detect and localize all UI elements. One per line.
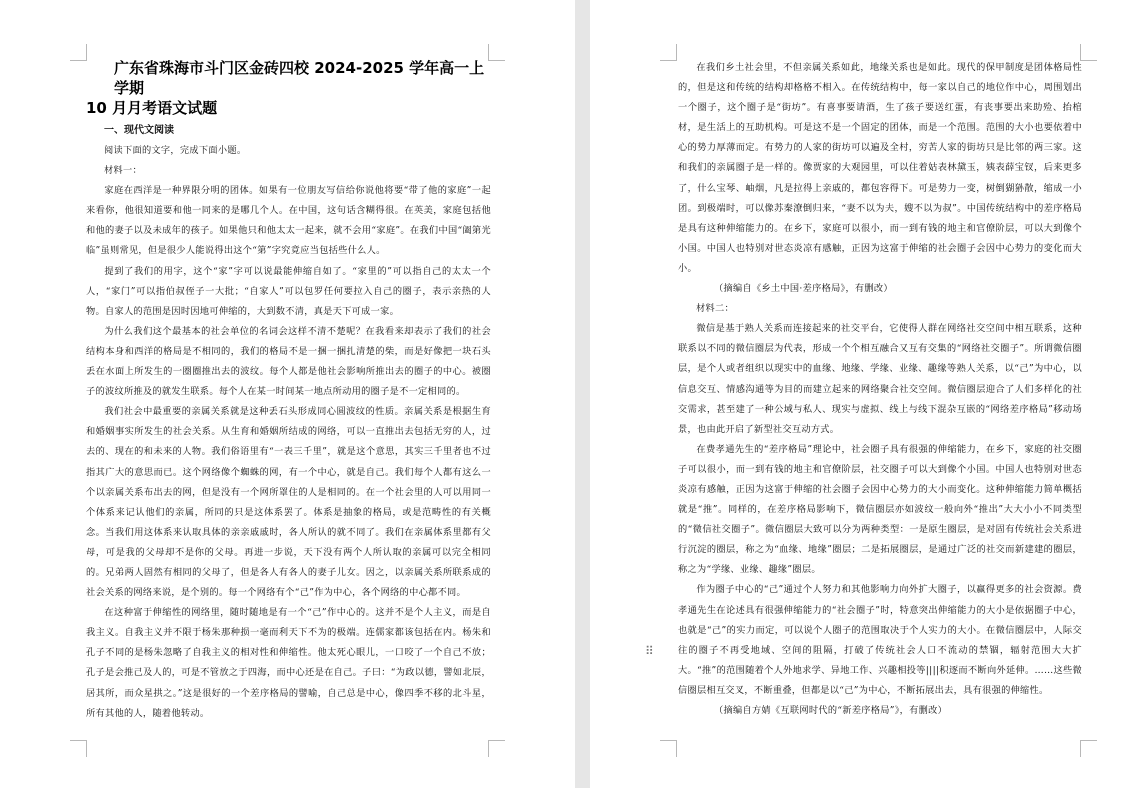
margin-mark-top-right (1080, 44, 1097, 61)
paragraph: 作为圈子中心的“己”通过个人努力和其他影响力向外扩大圈子，以赢得更多的社会资源。费孝通先生在论述具有很强伸缩能力的“社会圈子”时，特意突出伸缩能力的大小是依据圈子中心，也就是“己”的实力而定，可以说个人圈子的范围取决于个人实力的大小。在微信圈层中，人际交往的圈子不再受地域、空间的阻隔，打破了传统社会人口不流动的禁锢，辐射范围大大扩大。“推”的范围随着个人外地求学、异地工作、兴趣相投等||||积逐而不断向外延伸。……这些微信圈层相互交叉，不断重叠，但都是以“己”为中心，不断拓展出去，具有很强的伸缩性。 (678, 584, 1082, 696)
margin-mark-top-left (70, 44, 87, 61)
page-gutter (575, 0, 590, 788)
material1-label: 材料一： (104, 165, 142, 177)
margin-mark-bottom-left (660, 740, 677, 757)
paragraph: 为什么我们这个最基本的社会单位的名词会这样不清不楚呢？在我看来却表示了我们的社会结构本身和西洋的格局是不相同的，我们的格局不是一捆一捆扎清楚的柴，而是好像把一块石头丢在水面上所发生的一圈圈推出去的波纹。每个人都是他社会影响所推出去的圈子的中心。被圈子的波纹所推及的就发生联系。每个人在某一时间某一地点所动用的圈子是不一定相同的。 (86, 325, 491, 398)
document-title (86, 58, 491, 118)
paragraph: 我们社会中最重要的亲属关系就是这种丢石头形成同心圆波纹的性质。亲属关系是根据生育和婚姻事实所发生的社会关系。从生育和婚姻所结成的网络，可以一直推出去包括无穷的人，过去的、现在的和未来的人物。我们俗语里有“一表三千里”，就是这个意思，其实三千里者也不过指其广大的意思而已。这个网络像个蜘蛛的网，有一个中心，就是自己。我们每个人都有这么一个以亲属关系布出去的网，但是没有一个网所罩住的人是相同的。在一个社会里的人可以用同一个体系来记认他们的亲属，所同的只是这体系罢了。体系是抽象的格局，或是范畴性的有关概念。当我们用这体系来认取具体的亲亲戚戚时，各人所认的就不同了。我们在亲属体系里都有父母，可是我的父母却不是你的父母。再进一步说，天下没有两个人所认取的亲属可以完全相同的。兄弟两人固然有相同的父母了，但是各人有各人的妻子儿女。因之，以亲属关系所联系成的社会关系的网络来说，是个别的。每一个网络有个“己”作为中心，各个网络的中心都不同。 (86, 406, 491, 599)
source-citation-2: （摘编自方婧《互联网时代的“新差序格局”》，有删改） (714, 705, 948, 716)
margin-mark-top-left (660, 44, 677, 61)
page-1-body[interactable] (86, 58, 491, 724)
paragraph: 在我们乡土社会里，不但亲属关系如此，地缘关系也是如此。现代的保甲制度是团体格局性的，但是这和传统的结构却格格不相入。在传统结构中，每一家以自己的地位作中心，周围划出一个圈子，这个圈子是“街坊”。有喜事要请酒，生了孩子要送红蛋，有丧事要出来助殓、抬棺材，是生活上的互助机构。可是这不是一个固定的团体，而是一个范围。范围的大小也要依着中心的势力厚薄而定。有势力的人家的街坊可以遍及全村，穷苦人家的街坊只是比邻的两三家。这和我们的亲属圈子是一样的。像贾家的大观园里，可以住着姑表林黛玉，姨表薛宝钗，后来更多了，什么宝琴、岫烟，凡是拉得上亲戚的，都包容得下。可是势力一变，树倒猢狲散，缩成一小团。到极端时，可以像苏秦潦倒归来，“妻不以为夫，嫂不以为叔”。中国传统结构中的差序格局是具有这种伸缩能力的。在乡下，家庭可以很小，而一到有钱的地主和官僚阶层，可以大到像个小国。中国人也特别对世态炎凉有感触，正因为这富于伸缩的社会圈子会因中心势力的变化而大小。 (678, 62, 1082, 274)
paragraph: 家庭在西洋是一种界限分明的团体。如果有一位朋友写信给你说他将要“带了他的家庭”一起来看你，他很知道要和他一同来的是哪几个人。在中国，这句话含糊得很。在英美，家庭包括他和他的妻子以及未成年的孩子。如果他只和他太太一起来，就不会用“家庭”。在我们中国“阖第光临”虽则常见，但是很少人能说得出这个“第”字究竟应当包括些什么人。 (86, 185, 491, 257)
instruction-text: 阅读下面的文字，完成下面小题。 (104, 145, 247, 156)
page-2-body[interactable] (678, 58, 1082, 721)
document-title-line1: 广东省珠海市斗门区金砖四校 2024-2025 学年高一上学期 (114, 59, 485, 97)
section-heading: 一、现代文阅读 (104, 125, 174, 136)
document-page-2[interactable] (590, 0, 1134, 788)
paragraph: 在费孝通先生的“差序格局”理论中，社会圈子具有很强的伸缩能力，在乡下，家庭的社交圈子可以很小，而一到有钱的地主和官僚阶层，社交圈子可以大到像个小国。中国人也特别对世态炎凉有感触，正因为这富于伸缩的社会圈子会因中心势力的大小而变化。这种伸缩能力简单概括就是“推”。同样的，在差序格局影响下，微信圈层亦如波纹一般向外“推出”大大小小不同类型的“微信社交圈子”。微信圈层大致可以分为两种类型：一是原生圈层，是对固有传统社会关系进行沉淀的圈层，称之为“血缘、地缘”圈层；二是拓展圈层，是通过广泛的社交而新建建的圈层，称之为“学缘、业缘、趣缘”圈层。 (678, 443, 1082, 576)
document-title-line2: 10 月月考语文试题 (86, 99, 218, 117)
paragraph-drag-handle-icon[interactable]: ⠿ (645, 644, 654, 658)
paragraph: 提到了我们的用字，这个“家”字可以说最能伸缩自如了。“家里的”可以指自己的太太一个人，“家门”可以指伯叔侄子一大批；“自家人”可以包罗任何要拉入自己的圈子，表示亲热的人物。自家人的范围是因时因地可伸缩的，大到数不清，真是天下可成一家。 (86, 265, 491, 317)
margin-mark-bottom-left (70, 740, 87, 757)
paragraph: 在这种富于伸缩性的网络里，随时随地是有一个“己”作中心的。这并不是个人主义，而是自我主义。自我主义并不限于杨朱那种损一毫而利天下不为的极端。连儒家都该包括在内。杨朱和孔子不同的是杨朱忽略了自我主义的相对性和伸缩性。他太死心眼儿，一口咬了一个自己不放；孔子是会推己及人的，可是不管放之于四海，而中心还是在自己。子曰：“为政以德，譬如北辰，居其所，而众星拱之。”这是很好的一个差序格局的譬喻，自己总是中心，像四季不移的北斗星，所有其他的人，随着他转动。 (86, 607, 491, 719)
material2-label: 材料二： (696, 303, 734, 315)
source-citation-1: （摘编自《乡土中国·差序格局》，有删改） (714, 283, 893, 295)
margin-mark-bottom-right (488, 740, 505, 757)
paragraph: 微信是基于熟人关系而连接起来的社交平台，它使得人群在网络社交空间中相互联系，这种联系以不同的微信圈层为代表，形成一个个相互融合又互有交集的“网络社交圈子”。所谓微信圈层，是个人或者组织以现实中的血缘、地缘、学缘、业缘、趣缘等熟人关系，以“己”为中心，以信息交互、情感沟通等为目的而建立起来的网络聚合社交空间。微信圈层迎合了人们多样化的社交需求，甚至建了一种公域与私人、现实与虚拟、线上与线下混杂互嵌的“网络差序格局”移动场景，也由此开启了新型社交互动方式。 (678, 323, 1082, 435)
margin-mark-bottom-right (1080, 740, 1097, 757)
